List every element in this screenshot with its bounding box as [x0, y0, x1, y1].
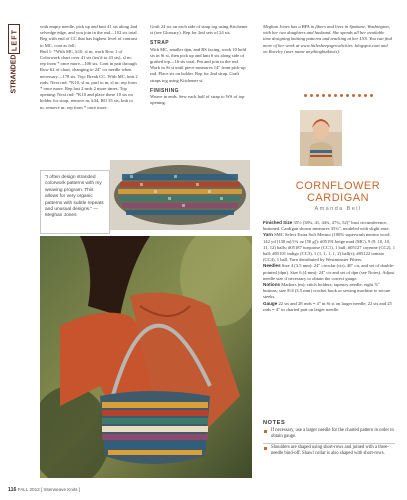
finishing-heading: FINISHING [150, 87, 179, 94]
dot-divider [304, 94, 384, 98]
spec-gauge: Gauge 22 sts and 28 rnds = 4" in St st on larger needle; 22 sts and 25 rnds = 4" in charted patt on larger needle. [263, 300, 392, 312]
left-label: LEFT [11, 28, 19, 52]
col1-para-1: with empty needle, pick up and knit 41 sts along 2nd selvedge edge, and you join in the rnd—102 sts total. Beg with end of CC that has highest level of contrast to MC, cont as foll: [40, 24, 138, 48]
notes-list [263, 428, 395, 459]
note-item: If necessary, use a larger needle for the charted pattern in order to obtain gauge. [263, 428, 395, 441]
magazine-label: [ Interweave Knits ] [41, 487, 81, 492]
finishing-text: Weave in ends. Sew each half of strap to WS of top opening. [150, 94, 245, 106]
colorwork-swatch-photo [110, 160, 250, 230]
pattern-title: CORNFLOWER CARDIGAN [295, 180, 381, 204]
col2-para-1: Graft 24 sts on each side of strap tog using Kitchener st (see Glossary). Rep for 2nd sets of 24 sts. [150, 24, 248, 36]
note-divider [263, 443, 395, 444]
left-tab-box [8, 24, 20, 54]
column-2 [150, 24, 250, 106]
notes-heading: NOTES [263, 420, 286, 426]
note-item: Shoulders are shaped using short-rows and joined with a three-needle bind-off. Shawl collar is also shaped with short-rows. [263, 445, 395, 458]
spec-yarn: Yarn SMC Select Extra Soft Merino (100% superwash merino wool; 142 yd [130 m]/1¾ oz [50 g]): #05191 beige mud (MC), 9 (9, 10, 10, 11, 12) balls; #05187 turquoise (CC1), 1 ball; #05127 cayenne (CC2), 1 ball; #05101 indigo (CC3), 1 (1, 1, 1, 1, 2) ball(s); #05122 tomato (CC4), 1 ball. Yarn distributed by Westminster Fibers. [263, 232, 396, 263]
designer-bio: Meghan Jones has a BFA in fibers and lives in Spokane, Washington, with her two daughters and husband. She spends all her available time designing knitting patterns and teaching at her LYS. You can find more of her work at www.littlesheepsgrowlicities .blogspot.com and on Ravelry (user name anythingbutkiwis). [263, 24, 392, 54]
spec-finished-size: Finished Size 35½ (38¾, 41, 44¾, 47¾, 52)" bust circumference, buttoned. Cardigan shown measures 35¾", modeled with slight ease. [263, 220, 390, 232]
model-bag-photo [40, 236, 252, 478]
strap-heading: STRAP [150, 40, 169, 47]
page-footer [8, 487, 80, 493]
spec-notions: Notions Markers (m); stitch holders; tapestry needle; eight ⅞" buttons; size E/4 (3.5 mm) crochet hook or sewing machine to secure steeks. [263, 282, 391, 300]
stranded-label: STRANDED [10, 54, 18, 94]
pattern-specs [263, 220, 395, 313]
pattern-designer: Amanda Bell [314, 206, 362, 212]
spec-needles: Needles Size 4 (3.5 mm): 24" circular (cir), 40" cir, and set of double-pointed (dpn). Size 6 (4 mm): 24" cir and set of dpn (see Notes). Adjust needle size if necessary to obtain the correct gauge. [263, 263, 395, 281]
strap-text: With MC, smaller dpn, and RS facing, work 10 held sts in St st, then pick up and knit 6 sts along side of grafted top—16 sts total. Pm and join in the rnd. Work in St st until piece measures 14" from pick-up rnd. Place sts on holder. Rep for 2nd strap. Graft straps tog using Kitchener st. [150, 46, 247, 83]
section-tab [8, 24, 20, 94]
page-number: 116 [8, 487, 17, 493]
col1-para-2: Rnd 1: *With MC, k10, sl m, work Row 1 of Colorwork chart over 41 sts (ins'd to 43 sts), sl m; rep from * once more—106 sts. Cont in patt through Row 62 of chart, changing to 24" cir needle when necessary—178 sts. Top: Break CC. With MC, knit 2 rnds. Next rnd: *K10, sl m, purl to m, sl m; rep from * once more. Rep last 2 rnds 2 more times. Top opening: Next rnd: *K10 and place these 10 sts on holder for strap, remove m, k34, BO 35 sts, knit to m, remove m; rep from * once more. [40, 48, 138, 110]
pull-quote: "I often design stranded colorwork patterns with my weaving program. This allows for very organic patterns with subtle repeats and unusual designs." —Meghan Jones [40, 170, 110, 234]
column-1 [40, 24, 138, 111]
designer-photo [300, 110, 342, 166]
issue-label: FALL 2012 [17, 487, 40, 492]
